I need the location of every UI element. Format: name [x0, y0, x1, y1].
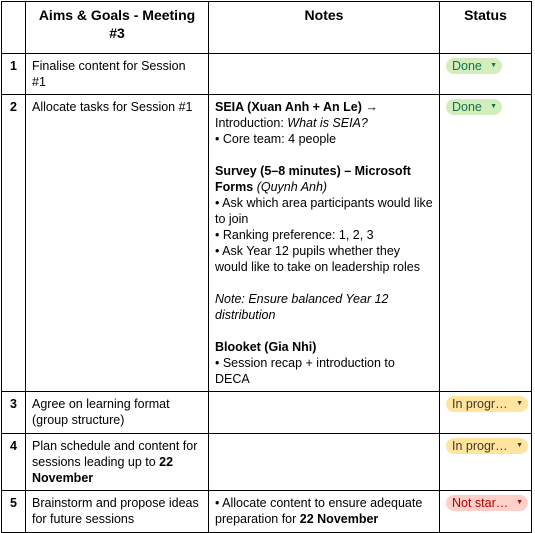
seia-title: SEIA (Xuan Anh + An Le) →: [215, 100, 378, 114]
header-status: Status: [440, 2, 532, 54]
distribution-note: Note: Ensure balanced Year 12 distribution: [215, 292, 389, 322]
survey-owner: (Quynh Anh): [256, 180, 328, 194]
blooket-bullet: • Session recap + introduction to DECA: [215, 356, 395, 386]
status-label: In progr…: [452, 397, 508, 411]
header-notes: Notes: [209, 2, 440, 54]
survey-bullet: • Ask Year 12 pupils whether they would like to take on leadership roles: [215, 244, 420, 274]
notes-line: [215, 115, 433, 131]
meeting-table: [1, 1, 532, 533]
status-cell: [440, 392, 532, 434]
status-cell: [440, 491, 532, 533]
task-cell[interactable]: Agree on learning format (group structure): [26, 392, 209, 434]
header-task: Aims & Goals - Meeting #3: [26, 2, 209, 54]
survey-bullet: • Ask which area participants would like to join: [215, 196, 433, 226]
seia-intro-label: Introduction:: [215, 116, 288, 130]
row-number: 1: [2, 54, 26, 95]
row-number: 3: [2, 392, 26, 434]
task-cell[interactable]: [26, 434, 209, 491]
status-chip-done[interactable]: [446, 58, 502, 74]
blooket-title: Blooket (Gia Nhi): [215, 340, 317, 354]
status-label: Done: [452, 100, 482, 114]
chevron-down-icon: ▼: [490, 62, 497, 69]
task-cell[interactable]: Finalise content for Session #1: [26, 54, 209, 95]
notes-line: [215, 339, 433, 355]
chevron-down-icon: ▼: [516, 499, 523, 506]
task-text: Plan schedule and content for sessions leading up to: [32, 439, 198, 469]
notes-cell[interactable]: [209, 95, 440, 392]
status-chip-not-started[interactable]: [446, 495, 528, 511]
status-chip-in-progress[interactable]: [446, 396, 528, 412]
row-number: 4: [2, 434, 26, 491]
notes-text: • Allocate content to ensure adequate preparation for: [215, 496, 423, 526]
row-number: 5: [2, 491, 26, 533]
task-date: 22 November: [32, 455, 174, 485]
status-chip-done[interactable]: [446, 99, 502, 115]
survey-title: Survey (5–8 minutes) – Microsoft Forms: [215, 164, 411, 194]
notes-line: [215, 291, 433, 323]
notes-date: 22 November: [299, 512, 379, 526]
table-row: [2, 54, 532, 95]
status-label: Not star…: [452, 496, 509, 510]
table-row: [2, 491, 532, 533]
task-cell[interactable]: Brainstorm and propose ideas for future sessions: [26, 491, 209, 533]
notes-cell[interactable]: [209, 54, 440, 95]
status-cell: [440, 95, 532, 392]
notes-cell[interactable]: [209, 392, 440, 434]
table-row: [2, 392, 532, 434]
chevron-down-icon: ▼: [490, 103, 497, 110]
seia-intro-value: What is SEIA?: [287, 116, 368, 130]
status-cell: [440, 434, 532, 491]
row-number: 2: [2, 95, 26, 392]
chevron-down-icon: ▼: [516, 400, 523, 407]
status-label: Done: [452, 59, 482, 73]
table-row: [2, 95, 532, 392]
survey-bullet: • Ranking preference: 1, 2, 3: [215, 228, 374, 242]
header-row: [2, 2, 532, 54]
header-number-cell: [2, 2, 26, 54]
table-row: [2, 434, 532, 491]
task-cell[interactable]: Allocate tasks for Session #1: [26, 95, 209, 392]
seia-core-team: • Core team: 4 people: [215, 132, 337, 146]
notes-line: [215, 163, 433, 195]
chevron-down-icon: ▼: [516, 442, 523, 449]
status-cell: [440, 54, 532, 95]
status-chip-in-progress[interactable]: [446, 438, 528, 454]
status-label: In progr…: [452, 439, 508, 453]
notes-cell[interactable]: [209, 434, 440, 491]
notes-line: [215, 99, 433, 115]
notes-cell[interactable]: [209, 491, 440, 533]
